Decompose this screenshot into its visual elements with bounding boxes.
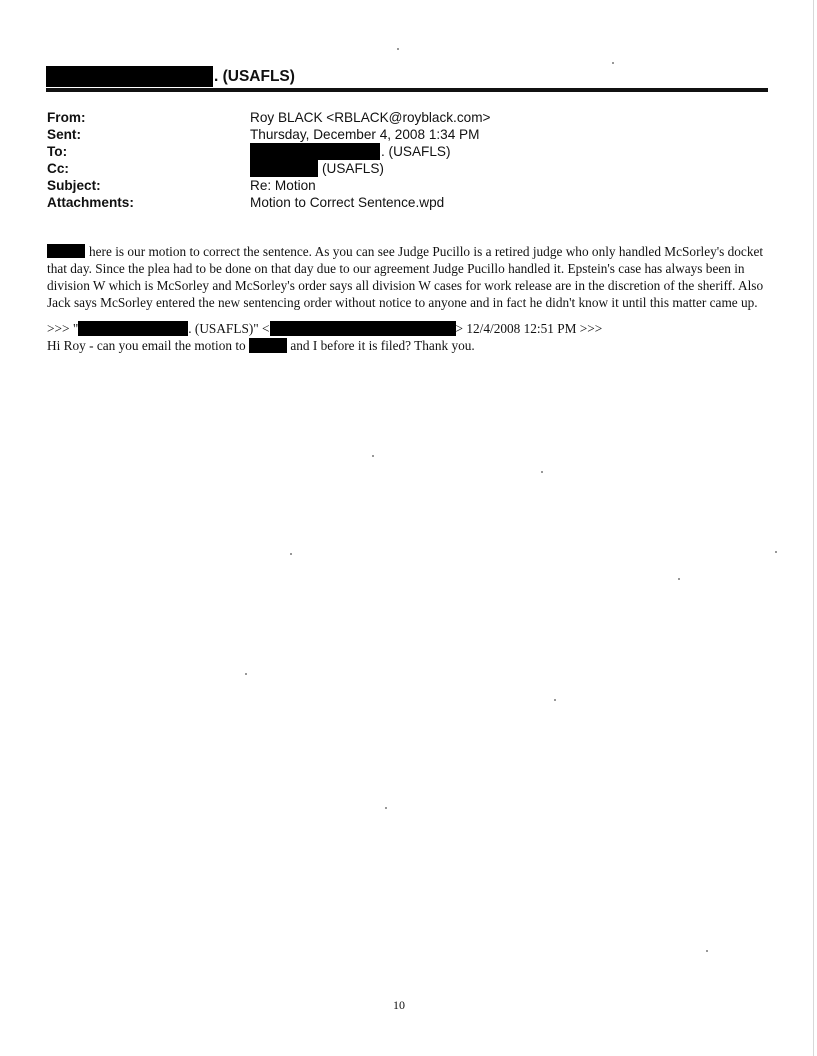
message-paragraph: here is our motion to correct the sentence. As you can see Judge Pucillo is a retired judge who only handled McSorley's docket that day. Since the plea had to be done on that day due to our agreement Judge Pucillo handled it. Epstein's case has always been in division W which is McSorley and McSorley's order says all division W cases for work release are in the discretion of the sheriff. Also Jack says McSorley entered the new sentencing order without notice to anyone and in fact he didn't know it until this matter came up.: [47, 244, 764, 310]
redaction-block: [46, 66, 213, 87]
scan-speck: [554, 699, 556, 701]
message-body: [47, 243, 769, 311]
sender-banner: [46, 66, 768, 90]
sender-org: . (USAFLS): [214, 68, 295, 85]
scan-speck: [290, 553, 292, 555]
quote-suffix: > 12/4/2008 12:51 PM >>>: [455, 321, 603, 336]
reply-text-part2: and I before it is filed? Thank you.: [290, 338, 475, 353]
attachments-value: Motion to Correct Sentence.wpd: [250, 195, 445, 210]
reply-text-part1: Hi Roy - can you email the motion to: [47, 338, 246, 353]
quote-prefix: >>> ": [47, 321, 79, 336]
redaction-block: [270, 321, 456, 336]
sent-label: Sent:: [47, 127, 81, 142]
subject-label: Subject:: [47, 178, 101, 193]
attachments-label: Attachments:: [47, 195, 134, 210]
quoted-message: [47, 337, 475, 354]
scan-speck: [775, 551, 777, 553]
scan-speck: [678, 578, 680, 580]
banner-rule: [46, 88, 768, 92]
scan-speck: [706, 950, 708, 952]
cc-label: Cc:: [47, 161, 69, 176]
quote-org: . (USAFLS)" <: [188, 321, 270, 336]
scan-speck: [385, 807, 387, 809]
scan-speck: [541, 471, 543, 473]
scan-edge: [813, 0, 814, 1056]
redaction-block: [78, 321, 188, 336]
to-redaction: [250, 143, 380, 160]
to-label: To:: [47, 144, 68, 159]
scan-speck: [245, 673, 247, 675]
cc-value: (USAFLS): [322, 161, 384, 176]
page-number: 10: [393, 998, 405, 1012]
redaction-block: [47, 244, 85, 258]
to-value: . (USAFLS): [381, 144, 451, 159]
cc-redaction: [250, 160, 318, 177]
quoted-header: [47, 320, 602, 337]
from-value: Roy BLACK <RBLACK@royblack.com>: [250, 110, 491, 125]
redaction-block: [249, 338, 287, 353]
scan-speck: [612, 62, 614, 64]
scan-speck: [397, 48, 399, 50]
subject-value: Re: Motion: [250, 178, 316, 193]
from-label: From:: [47, 110, 86, 125]
sent-value: Thursday, December 4, 2008 1:34 PM: [250, 127, 480, 142]
scan-speck: [372, 455, 374, 457]
